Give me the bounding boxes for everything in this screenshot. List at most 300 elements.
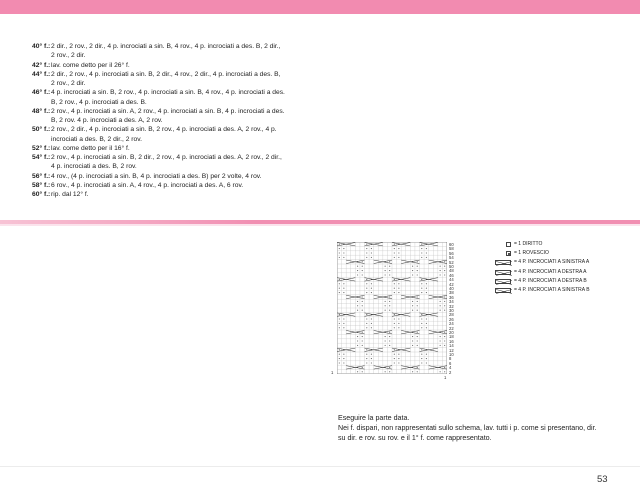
purl-stitch-mark: [421, 354, 422, 355]
purl-stitch-mark: [366, 318, 367, 319]
purl-stitch-mark: [417, 310, 418, 311]
purl-stitch-mark: [385, 274, 386, 275]
row-label: 40° f.:: [32, 43, 51, 50]
instruction-row: [32, 190, 322, 199]
purl-stitch-mark: [339, 288, 340, 289]
purl-stitch-mark: [339, 349, 340, 350]
purl-stitch-mark: [366, 288, 367, 289]
purl-stitch-mark: [426, 318, 427, 319]
purl-stitch-mark: [389, 345, 390, 346]
chart-row-number: 48: [449, 268, 454, 274]
purl-stitch-mark: [394, 244, 395, 245]
purl-stitch-mark: [412, 305, 413, 306]
chart-row-number: 24: [449, 321, 454, 327]
purl-stitch-mark: [444, 296, 445, 297]
instruction-row: [32, 181, 322, 190]
legend-label: = 1 ROVESCIO: [514, 250, 549, 257]
purl-stitch-mark: [426, 283, 427, 284]
purl-stitch-mark: [371, 248, 372, 249]
purl-stitch-mark: [421, 318, 422, 319]
chart-row-number: 58: [449, 246, 454, 252]
chart-row-number: 14: [449, 343, 454, 349]
purl-stitch-mark: [357, 270, 358, 271]
purl-stitch-mark: [339, 257, 340, 258]
purl-stitch-mark: [426, 288, 427, 289]
row-label: 58° f.:: [32, 181, 51, 189]
purl-stitch-mark: [371, 362, 372, 363]
purl-stitch-mark: [394, 362, 395, 363]
row-label: 60° f.:: [32, 191, 51, 198]
chart-row-number: 30: [449, 308, 454, 313]
chart-row-number: 54: [449, 255, 454, 261]
chart-row-number: 4: [449, 365, 452, 371]
chart-row-number: 16: [449, 338, 454, 344]
purl-stitch-mark: [339, 362, 340, 363]
purl-stitch-mark: [362, 261, 363, 262]
purl-stitch-mark: [357, 266, 358, 267]
purl-stitch-mark: [339, 318, 340, 319]
purl-stitch-mark: [421, 323, 422, 324]
purl-stitch-mark: [426, 292, 427, 293]
purl-stitch-mark: [385, 270, 386, 271]
purl-stitch-mark: [421, 283, 422, 284]
row-text: lav. come detto per il 16° f.: [51, 144, 130, 152]
purl-stitch-mark: [339, 279, 340, 280]
purl-stitch-mark: [394, 292, 395, 293]
legend-label: = 4 P. INCROCIATI A SINISTRA B: [514, 286, 590, 293]
chart-row-number: 42: [449, 281, 454, 287]
chart-row-number: 32: [449, 303, 454, 309]
chart-row-number-first: 1: [331, 370, 334, 375]
purl-stitch-mark: [362, 266, 363, 267]
purl-stitch-mark: [417, 266, 418, 267]
purl-stitch-mark: [394, 288, 395, 289]
purl-stitch-mark: [339, 283, 340, 284]
chart-row-number: 22: [449, 325, 454, 331]
purl-stitch-mark: [444, 371, 445, 372]
purl-stitch-mark: [339, 354, 340, 355]
note-line-1: Eseguire la parte data.: [338, 414, 410, 422]
purl-stitch-mark: [426, 252, 427, 253]
purl-stitch-mark: [389, 270, 390, 271]
note-line-3: su dir. e rov. su rov. e il 1° f. come rappresentato.: [338, 434, 492, 442]
purl-stitch-mark: [366, 244, 367, 245]
row-text: 2 rov., 4 p. incrociati a sin. B, 2 dir., 2 rov., 4 p. incrociati a des. A, 2 rov., 2 dir.,: [51, 154, 282, 161]
row-label: 44° f.:: [32, 70, 51, 78]
chart-row-number: 46: [449, 272, 454, 278]
purl-stitch-mark: [412, 274, 413, 275]
instruction-row: [32, 107, 322, 126]
purl-stitch-mark: [362, 371, 363, 372]
purl-stitch-mark: [343, 327, 344, 328]
purl-stitch-mark: [343, 362, 344, 363]
chart-row-number: 6: [449, 360, 452, 366]
row-text: 2 rov., 4 p. incrociati a sin. A, 2 rov., 4 p. incrociati a sin. B, 4 p. incrociati a des.: [51, 107, 285, 115]
purl-stitch-mark: [417, 371, 418, 372]
purl-stitch-mark: [357, 274, 358, 275]
purl-stitch-mark: [394, 354, 395, 355]
purl-stitch-mark: [444, 310, 445, 311]
chart-row-number: 44: [449, 277, 454, 283]
purl-stitch-mark: [339, 292, 340, 293]
purl-stitch-mark: [343, 292, 344, 293]
purl-stitch-mark: [394, 314, 395, 315]
row-label: 42° f.:: [32, 61, 51, 69]
purl-stitch-mark: [343, 358, 344, 359]
legend-symbol-icon: [493, 242, 511, 247]
knitting-chart-grid: [337, 242, 447, 374]
purl-stitch-mark: [339, 314, 340, 315]
chart-row-number: 56: [449, 250, 454, 256]
purl-stitch-mark: [389, 310, 390, 311]
purl-stitch-mark: [371, 354, 372, 355]
chart-row-number: 20: [449, 330, 454, 335]
purl-stitch-mark: [426, 354, 427, 355]
purl-stitch-mark: [417, 274, 418, 275]
legend-symbol-icon: [493, 251, 511, 256]
purl-stitch-mark: [426, 257, 427, 258]
purl-stitch-mark: [357, 301, 358, 302]
purl-stitch-mark: [385, 301, 386, 302]
purl-stitch-mark: [421, 244, 422, 245]
legend-label: = 4 P. INCROCIATI A SINISTRA A: [514, 259, 590, 266]
purl-stitch-mark: [389, 336, 390, 337]
purl-stitch-mark: [389, 371, 390, 372]
purl-stitch-mark: [389, 332, 390, 333]
instruction-row: [32, 125, 322, 144]
purl-stitch-mark: [394, 248, 395, 249]
legend-item: [493, 268, 590, 277]
purl-stitch-mark: [362, 305, 363, 306]
purl-stitch-mark: [421, 292, 422, 293]
purl-stitch-mark: [394, 323, 395, 324]
legend-item: [493, 286, 590, 295]
instruction-row: [32, 61, 322, 70]
purl-stitch-mark: [371, 257, 372, 258]
purl-stitch-mark: [343, 323, 344, 324]
row-text: rip. dal 12° f.: [51, 191, 89, 198]
purl-stitch-mark: [444, 305, 445, 306]
row-text: 2 rov., 2 dir., 4 p. incrociati a sin. B, 2 rov., 4 p. incrociati a des. A, 2 rov., 4 p.: [51, 126, 277, 134]
purl-stitch-mark: [385, 345, 386, 346]
purl-stitch-mark: [398, 327, 399, 328]
instruction-row: [32, 88, 322, 107]
chart-row-number: 26: [449, 316, 454, 322]
purl-stitch-mark: [366, 257, 367, 258]
purl-stitch-mark: [421, 314, 422, 315]
row-text: 6 rov., 4 p. incrociati a sin. A, 4 rov., 4 p. incrociati a des. A, 6 rov.: [51, 181, 244, 189]
purl-stitch-mark: [398, 252, 399, 253]
purl-stitch-mark: [417, 261, 418, 262]
purl-stitch-mark: [339, 358, 340, 359]
purl-stitch-mark: [412, 371, 413, 372]
purl-stitch-mark: [417, 270, 418, 271]
purl-stitch-mark: [366, 358, 367, 359]
purl-stitch-mark: [426, 362, 427, 363]
purl-stitch-mark: [417, 305, 418, 306]
purl-stitch-mark: [440, 274, 441, 275]
row-text: 2 dir., 2 rov., 4 p. incrociati a sin. B, 2 dir., 4 rov., 2 dir., 4 p. incrociati a des. B,: [51, 70, 281, 78]
purl-stitch-mark: [417, 367, 418, 368]
purl-stitch-mark: [389, 301, 390, 302]
chart-row-number: 36: [449, 294, 454, 300]
row-label: 52° f.:: [32, 144, 51, 152]
row-text-continued: B, 2 rov., 4 p. incrociati a des. B.: [51, 98, 147, 106]
purl-stitch-mark: [385, 310, 386, 311]
purl-stitch-mark: [389, 340, 390, 341]
purl-stitch-mark: [398, 283, 399, 284]
purl-stitch-mark: [362, 310, 363, 311]
purl-stitch-mark: [426, 248, 427, 249]
row-text: 4 p. incrociati a sin. B, 2 rov., 4 p. incrociati a sin. B, 4 rov., 4 p. incrociati a des.: [51, 89, 285, 97]
purl-stitch-mark: [385, 371, 386, 372]
chart-row-number: 10: [449, 352, 454, 357]
purl-stitch-mark: [343, 248, 344, 249]
purl-stitch-mark: [362, 345, 363, 346]
purl-stitch-mark: [444, 345, 445, 346]
purl-stitch-mark: [398, 362, 399, 363]
purl-stitch-mark: [366, 279, 367, 280]
purl-stitch-mark: [385, 336, 386, 337]
top-color-band: [0, 0, 640, 14]
knitting-instructions: [32, 42, 322, 199]
row-label: 56° f.:: [32, 172, 51, 180]
chart-row-number: 8: [449, 356, 452, 362]
purl-stitch-mark: [440, 336, 441, 337]
purl-stitch-mark: [412, 266, 413, 267]
purl-stitch-mark: [444, 274, 445, 275]
purl-stitch-mark: [440, 345, 441, 346]
purl-stitch-mark: [339, 252, 340, 253]
row-label: 54° f.:: [32, 154, 51, 161]
instruction-row: [32, 172, 322, 181]
purl-stitch-mark: [385, 340, 386, 341]
purl-stitch-mark: [362, 301, 363, 302]
purl-stitch-mark: [366, 323, 367, 324]
purl-stitch-mark: [417, 336, 418, 337]
purl-stitch-mark: [394, 279, 395, 280]
purl-stitch-mark: [417, 301, 418, 302]
purl-stitch-mark: [421, 288, 422, 289]
purl-stitch-mark: [412, 310, 413, 311]
purl-stitch-mark: [343, 252, 344, 253]
purl-stitch-mark: [440, 266, 441, 267]
purl-stitch-mark: [357, 345, 358, 346]
row-text-continued: incrociati a des. B, 2 dir., 2 rov.: [51, 135, 142, 143]
purl-stitch-mark: [389, 367, 390, 368]
purl-stitch-mark: [398, 248, 399, 249]
purl-stitch-mark: [362, 336, 363, 337]
purl-stitch-mark: [444, 332, 445, 333]
purl-stitch-mark: [440, 301, 441, 302]
chart-row-number: 38: [449, 290, 454, 296]
chart-row-number: 52: [449, 259, 454, 265]
instruction-row: [32, 42, 322, 61]
purl-stitch-mark: [366, 362, 367, 363]
purl-stitch-mark: [444, 336, 445, 337]
instruction-row: [32, 70, 322, 89]
purl-stitch-mark: [394, 318, 395, 319]
purl-stitch-mark: [417, 340, 418, 341]
purl-stitch-mark: [398, 354, 399, 355]
purl-stitch-mark: [421, 248, 422, 249]
purl-stitch-mark: [362, 367, 363, 368]
row-text: lav. come detto per il 26° f.: [51, 61, 130, 69]
purl-stitch-mark: [444, 367, 445, 368]
chart-stitch-number: 1: [444, 375, 447, 380]
purl-stitch-mark: [398, 318, 399, 319]
chart-row-number: 28: [449, 312, 454, 318]
purl-stitch-mark: [426, 358, 427, 359]
purl-stitch-mark: [426, 327, 427, 328]
purl-stitch-mark: [394, 358, 395, 359]
purl-stitch-mark: [440, 340, 441, 341]
purl-stitch-mark: [394, 257, 395, 258]
chart-row-number: 2: [449, 369, 452, 375]
row-label: 50° f.:: [32, 126, 51, 134]
purl-stitch-mark: [357, 336, 358, 337]
purl-stitch-mark: [389, 266, 390, 267]
purl-stitch-mark: [366, 354, 367, 355]
legend-symbol-icon: [493, 288, 511, 293]
purl-stitch-mark: [343, 283, 344, 284]
purl-stitch-mark: [394, 252, 395, 253]
row-text-continued: B, 2 rov. 4 p. incrociati a des. A, 2 rov.: [51, 117, 163, 124]
purl-stitch-mark: [412, 301, 413, 302]
purl-stitch-mark: [366, 252, 367, 253]
purl-stitch-mark: [357, 305, 358, 306]
purl-stitch-mark: [417, 345, 418, 346]
purl-stitch-mark: [362, 274, 363, 275]
purl-stitch-mark: [371, 252, 372, 253]
chart-note: [338, 413, 628, 443]
purl-stitch-mark: [440, 305, 441, 306]
purl-stitch-mark: [366, 248, 367, 249]
purl-stitch-mark: [357, 371, 358, 372]
purl-stitch-mark: [343, 288, 344, 289]
purl-stitch-mark: [385, 266, 386, 267]
row-text-continued: 2 rov., 2 dir.: [51, 52, 86, 60]
legend-symbol-icon: [493, 270, 511, 275]
instruction-row: [32, 153, 322, 172]
note-line-2: Nei f. dispari, non rappresentati sullo schema, lav. tutti i p. come si presentano, dir.: [338, 424, 597, 432]
purl-stitch-mark: [394, 283, 395, 284]
purl-stitch-mark: [371, 292, 372, 293]
purl-stitch-mark: [421, 362, 422, 363]
purl-stitch-mark: [362, 332, 363, 333]
legend-item: [493, 277, 590, 286]
legend-symbol-icon: [493, 260, 511, 265]
purl-stitch-mark: [366, 349, 367, 350]
knitting-chart: [331, 242, 454, 380]
purl-stitch-mark: [444, 301, 445, 302]
legend-label: = 1 DIRITTO: [514, 241, 543, 247]
chart-row-number: 34: [449, 299, 454, 305]
purl-stitch-mark: [389, 261, 390, 262]
row-text-continued: 4 p. incrociati a des. B, 2 rov.: [51, 163, 137, 171]
legend-symbol-icon: [493, 279, 511, 284]
purl-stitch-mark: [357, 310, 358, 311]
section-divider-fade: [0, 224, 640, 226]
purl-stitch-mark: [421, 327, 422, 328]
chart-row-number: 18: [449, 334, 454, 340]
purl-stitch-mark: [398, 323, 399, 324]
purl-stitch-mark: [440, 270, 441, 271]
chart-legend: [493, 240, 590, 295]
purl-stitch-mark: [366, 314, 367, 315]
chart-row-number: 50: [449, 264, 454, 269]
purl-stitch-mark: [394, 349, 395, 350]
row-label: 48° f.:: [32, 107, 51, 115]
purl-stitch-mark: [389, 305, 390, 306]
purl-stitch-mark: [398, 358, 399, 359]
purl-stitch-mark: [421, 279, 422, 280]
legend-item: [493, 258, 590, 267]
purl-stitch-mark: [339, 323, 340, 324]
purl-stitch-mark: [417, 332, 418, 333]
row-text: 4 rov., (4 p. incrociati a sin. B, 4 p. incrociati a des. B) per 2 volte, 4 rov.: [51, 172, 262, 180]
purl-stitch-mark: [371, 358, 372, 359]
purl-stitch-mark: [440, 371, 441, 372]
purl-stitch-mark: [444, 266, 445, 267]
purl-stitch-mark: [412, 345, 413, 346]
legend-label: = 4 P. INCROCIATI A DESTRA B: [514, 277, 587, 284]
purl-stitch-mark: [398, 288, 399, 289]
chart-row-number: 40: [449, 286, 454, 291]
purl-stitch-mark: [421, 252, 422, 253]
purl-stitch-mark: [371, 327, 372, 328]
purl-stitch-mark: [398, 292, 399, 293]
instruction-row: [32, 144, 322, 153]
purl-stitch-mark: [398, 257, 399, 258]
purl-stitch-mark: [421, 257, 422, 258]
purl-stitch-mark: [339, 327, 340, 328]
purl-stitch-mark: [371, 283, 372, 284]
purl-stitch-mark: [385, 305, 386, 306]
purl-stitch-mark: [362, 296, 363, 297]
legend-item: [493, 249, 590, 258]
purl-stitch-mark: [366, 283, 367, 284]
purl-stitch-mark: [366, 292, 367, 293]
purl-stitch-mark: [362, 340, 363, 341]
row-text-continued: 2 rov., 2 dir.: [51, 80, 86, 87]
purl-stitch-mark: [357, 340, 358, 341]
purl-stitch-mark: [444, 340, 445, 341]
row-text: 2 dir., 2 rov., 2 dir., 4 p. incrociati a sin. B, 4 rov., 4 p. incrociati a des. B, 2 dir.,: [51, 43, 281, 50]
purl-stitch-mark: [412, 340, 413, 341]
purl-stitch-mark: [389, 296, 390, 297]
row-label: 46° f.:: [32, 89, 51, 97]
purl-stitch-mark: [389, 274, 390, 275]
purl-stitch-mark: [343, 318, 344, 319]
purl-stitch-mark: [421, 349, 422, 350]
purl-stitch-mark: [412, 270, 413, 271]
purl-stitch-mark: [440, 310, 441, 311]
purl-stitch-mark: [371, 323, 372, 324]
purl-stitch-mark: [421, 358, 422, 359]
purl-stitch-mark: [362, 270, 363, 271]
page-number: 53: [597, 474, 608, 485]
purl-stitch-mark: [444, 261, 445, 262]
legend-label: = 4 P. INCROCIATI A DESTRA A: [514, 268, 587, 275]
chart-row-number: 12: [449, 347, 454, 353]
bottom-rule: [0, 466, 640, 467]
purl-stitch-mark: [417, 296, 418, 297]
purl-stitch-mark: [426, 323, 427, 324]
purl-stitch-mark: [343, 257, 344, 258]
purl-stitch-mark: [343, 354, 344, 355]
purl-stitch-mark: [412, 336, 413, 337]
